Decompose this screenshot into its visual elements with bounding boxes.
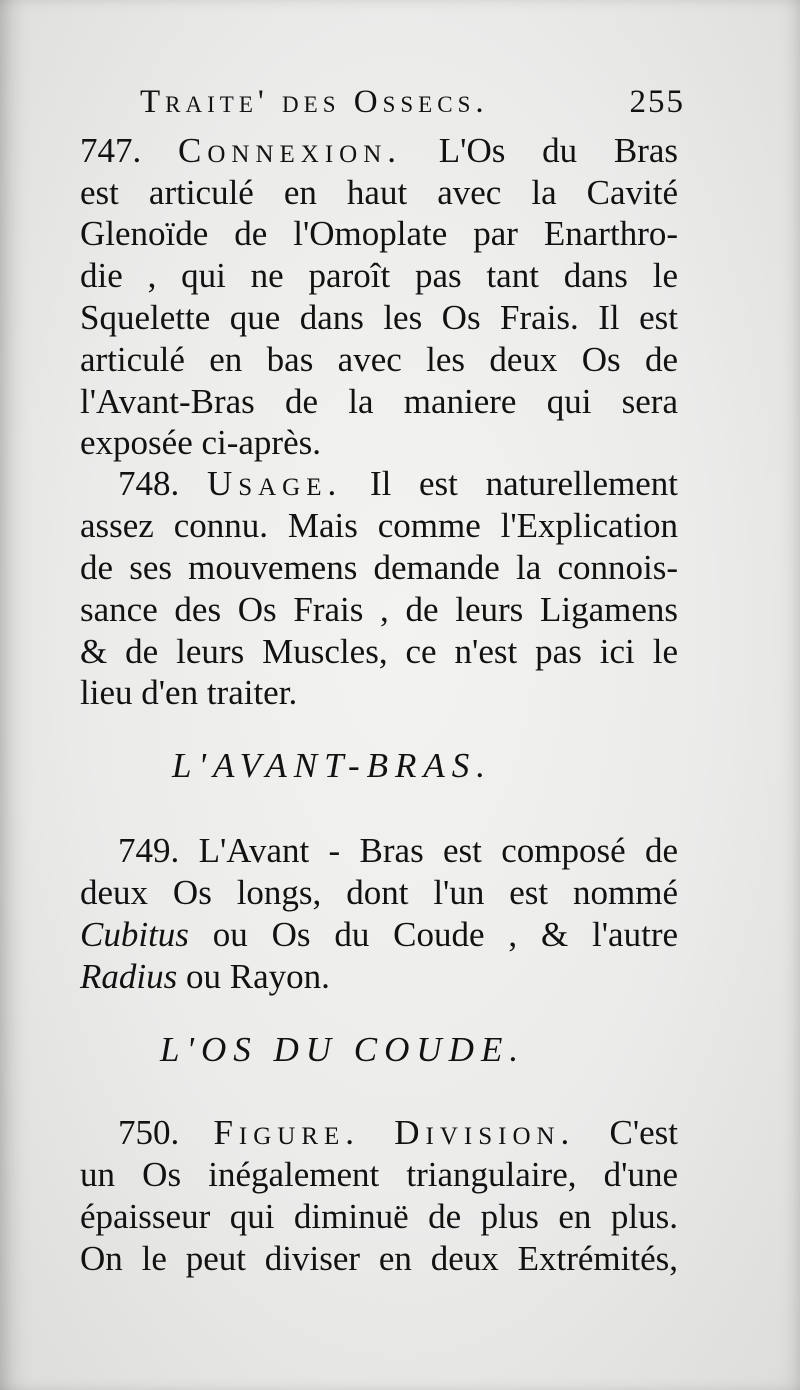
p748-line-6: lieu d'en traiter. [80, 673, 298, 712]
p747-line-1 [80, 130, 678, 172]
p747-line-1-text: L'Os du Bras [438, 131, 679, 170]
p750-keyword-1: Figure. [213, 1113, 361, 1152]
p749-line-1 [118, 830, 678, 872]
p749-italic-term-1: Cubitus [80, 915, 189, 954]
page-number: 255 [629, 84, 685, 120]
p747-line-8: exposée ci-après. [80, 423, 321, 462]
p747-line-7: l'Avant-Bras de la maniere qui sera [80, 382, 678, 421]
p750-line-1-text: C'est [609, 1113, 679, 1152]
p749-line-3 [80, 914, 678, 956]
running-header [140, 84, 685, 128]
p747-line-6: articulé en bas avec les deux Os de [80, 340, 678, 379]
section-heading-os-du-coude: L'OS DU COUDE. [160, 1030, 526, 1069]
p750-line-2: un Os inégalement triangulaire, d'une [80, 1155, 678, 1194]
p747-number: 747. [80, 131, 142, 170]
p750-line-4: On le peut diviser en deux Extrémités, [80, 1239, 678, 1278]
p748-line-5: & de leurs Muscles, ce n'est pas ici le [80, 632, 678, 671]
p750-keyword-2: Division. [394, 1113, 576, 1152]
p749-italic-term-2: Radius [80, 957, 178, 996]
p749-line-4-text: ou Rayon. [185, 957, 330, 996]
running-title: Traite' des Ossecs. [140, 84, 489, 120]
p748-number: 748. [118, 464, 180, 503]
p748-line-3: de ses mouvemens demande la connois- [80, 548, 678, 587]
p749-line-2: deux Os longs, dont l'un est nommé [80, 873, 678, 912]
p747-line-3: Glenoïde de l'Omoplate par Enarthro- [80, 214, 678, 253]
p747-keyword: Connexion. [178, 131, 403, 170]
p749-number: 749. [118, 831, 180, 870]
p749-line-3-text: ou Os du Coude , & l'autre [212, 915, 679, 954]
p747-line-2: est articulé en haut avec la Cavité [80, 173, 678, 212]
p748-line-4: sance des Os Frais , de leurs Ligamens [80, 590, 678, 629]
p748-line-2: assez connu. Mais comme l'Explication [80, 506, 678, 545]
p748-keyword: Usage. [206, 464, 343, 503]
p749-line-1-text: L'Avant - Bras est composé de [198, 831, 679, 870]
p747-line-5: Squelette que dans les Os Frais. Il est [80, 298, 678, 337]
p748-line-1-text: Il est naturellement [369, 464, 678, 503]
p750-number: 750. [118, 1113, 180, 1152]
p747-line-4: die , qui ne paroît pas tant dans le [80, 256, 678, 295]
p750-line-1 [118, 1112, 678, 1154]
p750-line-3: épaisseur qui diminuë de plus en plus. [80, 1197, 678, 1236]
section-heading-avant-bras: L'AVANT-BRAS. [172, 746, 493, 785]
p748-line-1 [118, 463, 678, 505]
p749-line-4 [80, 956, 678, 998]
